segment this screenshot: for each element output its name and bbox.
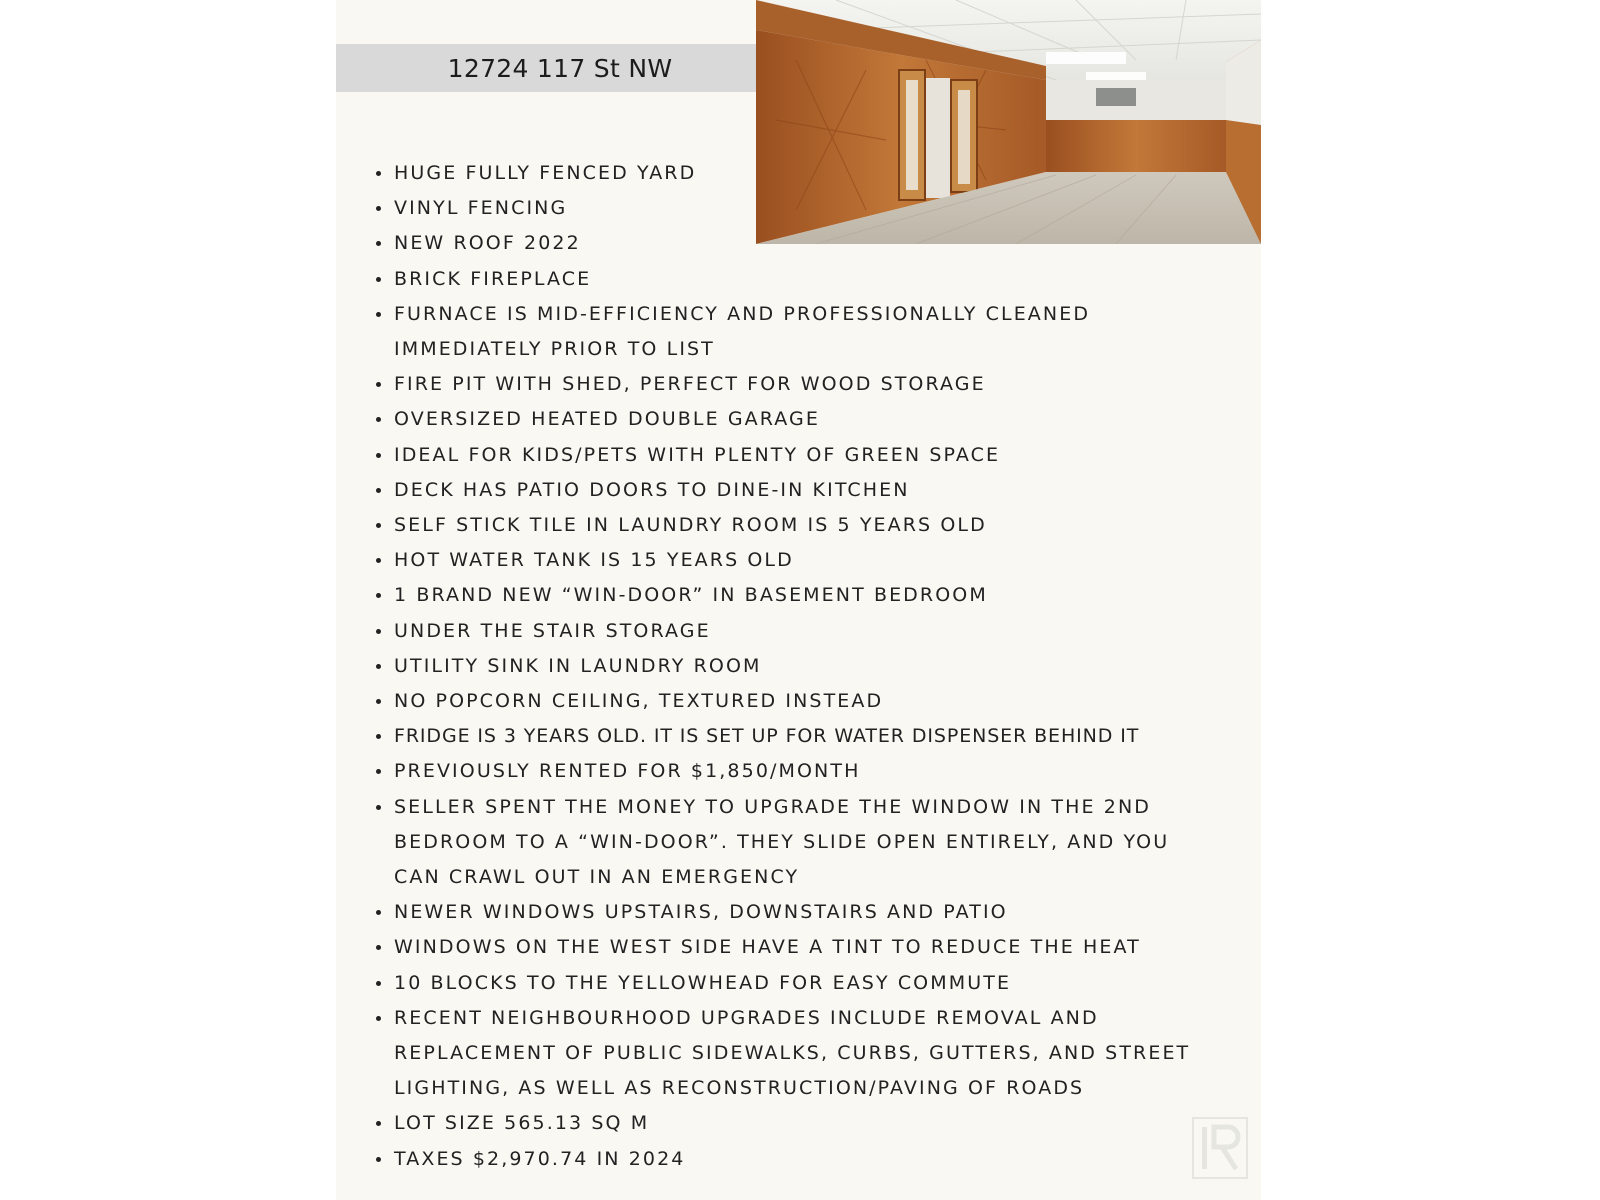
list-item: OVERSIZED HEATED DOUBLE GARAGE (376, 402, 1256, 437)
list-item: TAXES $2,970.74 IN 2024 (376, 1142, 1256, 1177)
list-item: NO POPCORN CEILING, TEXTURED INSTEAD (376, 684, 1256, 719)
feature-list (376, 156, 1256, 1177)
list-item: SELF STICK TILE IN LAUNDRY ROOM IS 5 YEARS OLD (376, 508, 1256, 543)
list-item: UTILITY SINK IN LAUNDRY ROOM (376, 649, 1256, 684)
address-title: 12724 117 St NW (447, 53, 673, 83)
address-banner (336, 44, 756, 92)
list-item: WINDOWS ON THE WEST SIDE HAVE A TINT TO REDUCE THE HEAT (376, 930, 1256, 965)
list-item: DECK HAS PATIO DOORS TO DINE-IN KITCHEN (376, 473, 1256, 508)
list-item: FRIDGE IS 3 YEARS OLD. IT IS SET UP FOR WATER DISPENSER BEHIND IT (376, 719, 1256, 754)
list-item: FURNACE IS MID-EFFICIENCY AND PROFESSIONALLY CLEANED IMMEDIATELY PRIOR TO LIST (376, 297, 1154, 367)
list-item: PREVIOUSLY RENTED FOR $1,850/MONTH (376, 754, 1256, 789)
list-item: NEWER WINDOWS UPSTAIRS, DOWNSTAIRS AND PATIO (376, 895, 1256, 930)
list-item: FIRE PIT WITH SHED, PERFECT FOR WOOD STORAGE (376, 367, 1256, 402)
listing-sheet (336, 0, 1261, 1200)
list-item: 10 BLOCKS TO THE YELLOWHEAD FOR EASY COMMUTE (376, 966, 1256, 1001)
list-item: NEW ROOF 2022 (376, 226, 1256, 261)
list-item: HOT WATER TANK IS 15 YEARS OLD (376, 543, 1256, 578)
list-item: BRICK FIREPLACE (376, 262, 1256, 297)
list-item: HUGE FULLY FENCED YARD (376, 156, 1256, 191)
list-item: IDEAL FOR KIDS/PETS WITH PLENTY OF GREEN SPACE (376, 438, 1256, 473)
list-item: UNDER THE STAIR STORAGE (376, 614, 1256, 649)
list-item: LOT SIZE 565.13 SQ M (376, 1106, 1256, 1141)
list-item: RECENT NEIGHBOURHOOD UPGRADES INCLUDE REMOVAL AND REPLACEMENT OF PUBLIC SIDEWALKS, CURBS, GUTTERS, AND STREET LIGHTING, AS WELL AS RECONSTRUCTION/PAVING OF ROADS (376, 1001, 1244, 1107)
realtor-logo-icon (1192, 1117, 1248, 1179)
list-item: VINYL FENCING (376, 191, 1256, 226)
list-item: SELLER SPENT THE MONEY TO UPGRADE THE WINDOW IN THE 2ND BEDROOM TO A “WIN-DOOR”. THEY SLIDE OPEN ENTIRELY, AND YOU CAN CRAWL OUT IN AN EMERGENCY (376, 790, 1224, 896)
list-item: 1 BRAND NEW “WIN-DOOR” IN BASEMENT BEDROOM (376, 578, 1256, 613)
